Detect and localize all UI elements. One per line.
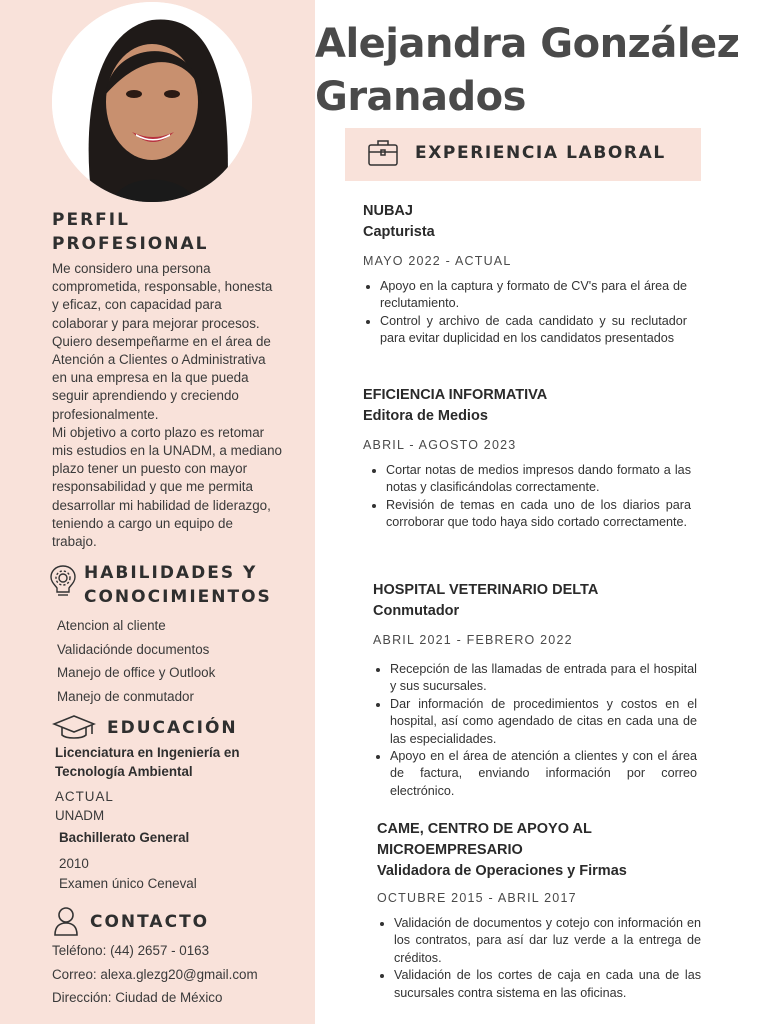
perfil-line: profesionalmente. bbox=[52, 406, 159, 422]
job-bullet: • Control y archivo de cada candidato y su reclutador para evitar duplicidad en los candidatos presentados bbox=[380, 313, 687, 348]
perfil-line: comprometida, responsable, honesta bbox=[52, 279, 273, 295]
degree-title-line1: Licenciatura en Ingeniería en bbox=[55, 745, 240, 760]
job-company: HOSPITAL VETERINARIO DELTA bbox=[373, 582, 599, 598]
person-icon bbox=[53, 906, 79, 936]
perfil-line: en una empresa en la que pueda bbox=[52, 370, 249, 386]
job-bullet: • Recepción de las llamadas de entrada para el hospital y sus sucursales. bbox=[390, 661, 697, 696]
educacion-heading: EDUCACIÓN bbox=[107, 718, 238, 738]
contact-phone: Teléfono: (44) 2657 - 0163 bbox=[52, 943, 210, 958]
job-bullet: • Cortar notas de medios impresos dando formato a las notas y clasificándolas correctamente. bbox=[386, 462, 691, 497]
job-dates: MAYO 2022 - ACTUAL bbox=[363, 254, 512, 268]
skill-item: Validaciónde documentos bbox=[57, 641, 210, 657]
job-company: CAME, CENTRO DE APOYO AL MICROEMPRESARIO bbox=[377, 821, 592, 858]
job-entry bbox=[377, 819, 701, 1002]
perfil-line: desarrollar mi habilidad de liderazgo, bbox=[52, 497, 271, 513]
perfil-line: Mi objetivo a corto plazo es retomar bbox=[52, 424, 265, 440]
perfil-line: plazo tener un puesto con mayor bbox=[52, 461, 248, 477]
job-dates: ABRIL 2021 - FEBRERO 2022 bbox=[373, 633, 573, 647]
habilidades-heading bbox=[84, 561, 272, 609]
job-bullets bbox=[363, 278, 687, 348]
job-role: Conmutador bbox=[373, 603, 460, 619]
experiencia-heading: EXPERIENCIA LABORAL bbox=[415, 143, 666, 163]
job-bullet: • Dar información de procedimientos y costos en el hospital, así como agendado de citas en cada una de las especialidades. bbox=[390, 696, 697, 748]
skill-item: Manejo de conmutador bbox=[57, 688, 194, 704]
candidate-name-line2: Granados bbox=[315, 74, 526, 120]
degree-status: ACTUAL bbox=[55, 789, 114, 804]
degree-title-line2: Tecnología Ambiental bbox=[55, 764, 193, 779]
degree-title bbox=[55, 743, 240, 781]
perfil-heading-line2: PROFESIONAL bbox=[52, 234, 209, 254]
highschool-note: Examen único Ceneval bbox=[59, 876, 197, 891]
skill-item: Manejo de office y Outlook bbox=[57, 665, 216, 680]
perfil-line: Quiero desempeñarme en el área de bbox=[52, 333, 271, 349]
perfil-line: trabajo. bbox=[52, 534, 97, 550]
job-bullets bbox=[363, 462, 691, 532]
job-bullet: • Validación de los cortes de caja en cada una de las sucursales contra sistema en las oficinas. bbox=[394, 967, 701, 1002]
job-bullet: • Revisión de temas en cada uno de los diarios para corroborar que todo haya sido cortado correctamente. bbox=[386, 497, 691, 532]
job-entry bbox=[373, 580, 697, 800]
job-bullet: • Apoyo en la captura y formato de CV's para el área de reclutamiento. bbox=[380, 278, 687, 313]
job-dates: ABRIL - AGOSTO 2023 bbox=[363, 438, 517, 452]
job-role: Capturista bbox=[363, 224, 435, 240]
highschool-title: Bachillerato General bbox=[59, 830, 190, 845]
job-bullet: • Validación de documentos y cotejo con información en los contratos, para así dar luz verde a la entrega de créditos. bbox=[394, 915, 701, 967]
perfil-line: colaborar y para mejorar procesos. bbox=[52, 315, 260, 331]
job-bullet: • Apoyo en el área de atención a clientes y con el área de factura, enviando información por correo electrónico. bbox=[390, 748, 697, 800]
job-entry bbox=[363, 385, 691, 532]
perfil-text bbox=[52, 260, 302, 551]
job-dates: OCTUBRE 2015 - ABRIL 2017 bbox=[377, 891, 577, 905]
job-company: NUBAJ bbox=[363, 203, 413, 219]
experiencia-banner bbox=[345, 128, 701, 181]
contact-email: Correo: alexa.glezg20@gmail.com bbox=[52, 967, 258, 982]
perfil-line: Atención a Clientes o Administrativa bbox=[52, 352, 266, 368]
briefcase-icon bbox=[367, 137, 399, 167]
candidate-name-line1: Alejandra González bbox=[315, 21, 740, 67]
job-role: Editora de Medios bbox=[363, 408, 488, 424]
skill-item: Atencion al cliente bbox=[57, 618, 166, 633]
perfil-heading-line1: PERFIL bbox=[52, 210, 130, 230]
gear-bulb-icon bbox=[48, 564, 78, 598]
highschool-year: 2010 bbox=[59, 856, 89, 871]
perfil-line: teniendo a cargo un equipo de bbox=[52, 515, 233, 531]
job-entry bbox=[363, 201, 687, 348]
candidate-name bbox=[315, 18, 765, 124]
degree-school: UNADM bbox=[55, 808, 105, 823]
perfil-line: responsabilidad y que me permita bbox=[52, 479, 253, 495]
job-company: EFICIENCIA INFORMATIVA bbox=[363, 387, 548, 403]
skills-list bbox=[57, 614, 215, 708]
perfil-line: mis estudios en la UNADM, a mediano bbox=[52, 443, 282, 459]
perfil-line: seguir aprendiendo y creciendo bbox=[52, 388, 239, 404]
habilidades-heading-line1: HABILIDADES Y bbox=[84, 563, 258, 583]
perfil-line: y eficaz, con capacidad para bbox=[52, 297, 222, 313]
job-role: Validadora de Operaciones y Firmas bbox=[377, 863, 627, 879]
job-bullets bbox=[377, 915, 701, 1002]
contacto-heading: CONTACTO bbox=[90, 912, 210, 932]
perfil-line: Me considero una persona bbox=[52, 261, 211, 276]
graduation-cap-icon bbox=[52, 714, 96, 742]
profile-photo bbox=[52, 2, 252, 202]
contact-address: Dirección: Ciudad de México bbox=[52, 990, 223, 1005]
perfil-heading bbox=[52, 208, 208, 256]
habilidades-heading-line2: CONOCIMIENTOS bbox=[84, 587, 272, 607]
job-bullets bbox=[373, 661, 697, 800]
